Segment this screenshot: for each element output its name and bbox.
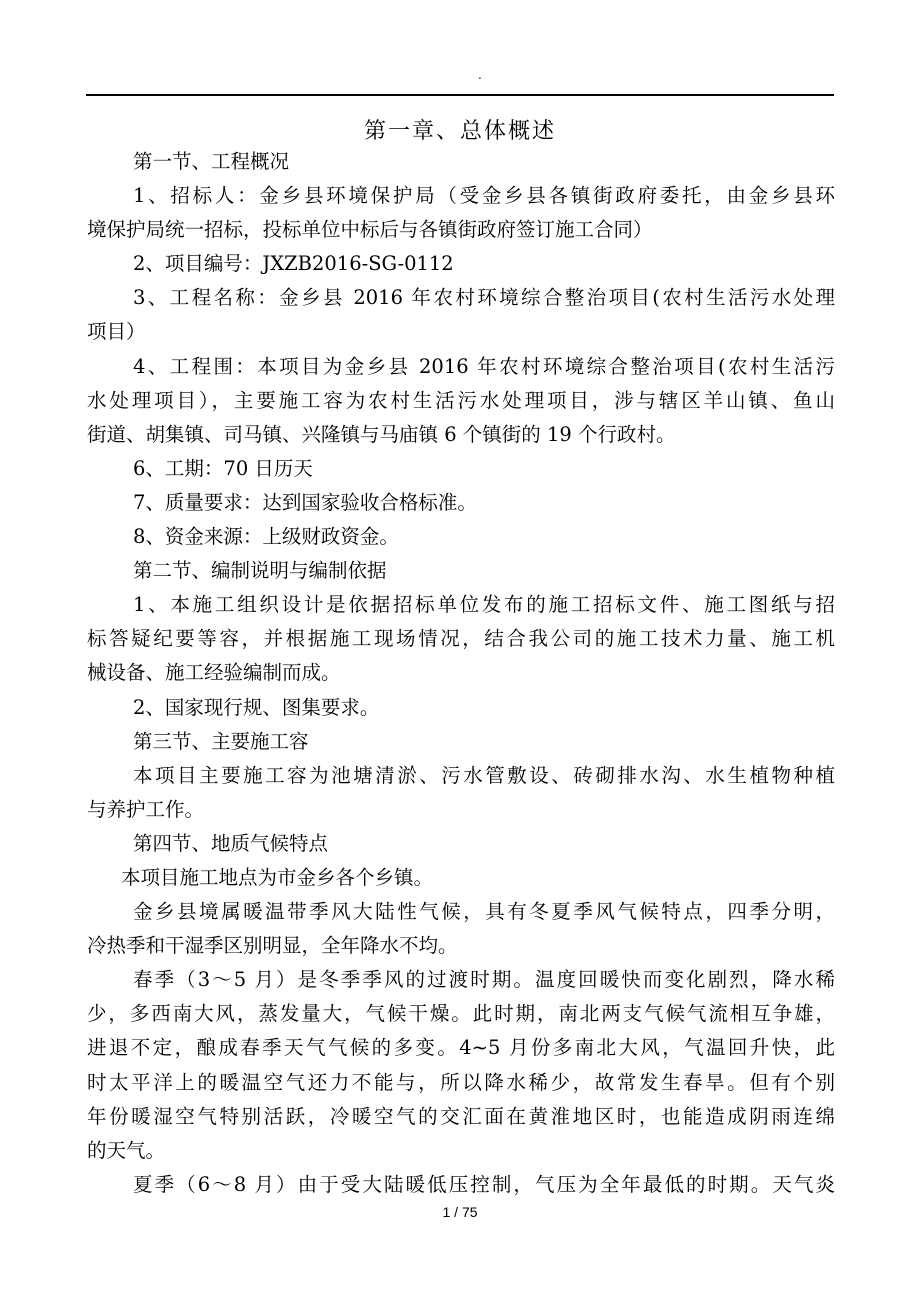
text-line: 械设备、施工经验编制而成。 [87, 661, 341, 685]
text-line: 街道、胡集镇、司马镇、兴隆镇与马庙镇 6 个镇街的 19 个行政村。 [87, 422, 676, 446]
text-line: 春季（3～5 月）是冬季季风的过渡时期。温度回暖快而变化剧烈，降水稀 [133, 968, 835, 992]
chapter-title: 第一章、总体概述 [363, 119, 556, 144]
text-line: 1、招标人：金乡县环境保护局（受金乡县各镇街政府委托，由金乡县环 [133, 184, 835, 208]
text-line: 第三节、主要施工容 [133, 729, 309, 753]
text-line: 本项目施工地点为市金乡各个乡镇。 [121, 865, 434, 889]
page-number: 1 / 75 [442, 1204, 478, 1220]
text-line: 的天气。 [87, 1138, 166, 1162]
text-line: 与养护工作。 [87, 797, 205, 821]
header-rule [86, 94, 834, 96]
text-line: 夏季（6～8 月）由于受大陆暖低压控制，气压为全年最低的时期。天气炎 [133, 1172, 835, 1196]
text-line: 3、工程名称：金乡县 2016 年农村环境综合整治项目(农村生活污水处理 [133, 286, 835, 310]
text-line: 6、工期：70 日历天 [133, 456, 313, 480]
text-line: 1、本施工组织设计是依据招标单位发布的施工招标文件、施工图纸与招 [133, 593, 835, 617]
text-line: 7、质量要求：达到国家验收合格标准。 [133, 490, 477, 514]
text-line: 时太平洋上的暖温空气还力不能与，所以降水稀少，故常发生春旱。但有个别 [87, 1070, 835, 1094]
text-line: 冷热季和干湿季区别明显，全年降水不均。 [87, 934, 458, 958]
text-line: 境保护局统一招标，投标单位中标后与各镇街政府签订施工合同） [87, 218, 653, 242]
text-line: 8、资金来源：上级财政资金。 [133, 525, 399, 549]
text-line: 第四节、地质气候特点 [133, 831, 329, 855]
text-line: 金乡县境属暖温带季风大陆性气候，具有冬夏季风气候特点，四季分明， [133, 900, 835, 924]
text-line: 进退不定，酿成春季天气气候的多变。4~5 月份多南北大风，气温回升快，此 [87, 1036, 835, 1060]
text-line: 标答疑纪要等容，并根据施工现场情况，结合我公司的施工技术力量、施工机 [87, 627, 835, 651]
text-line: 第一节、工程概况 [133, 150, 290, 173]
text-line: 项目） [87, 320, 146, 344]
document-body [87, 145, 835, 1202]
text-line: 4、工程围：本项目为金乡县 2016 年农村环境综合整治项目(农村生活污 [133, 354, 835, 378]
text-line: 2、项目编号：JXZB2016-SG-0112 [133, 252, 454, 276]
header-mark: . [478, 68, 482, 82]
text-line: 2、国家现行规、图集要求。 [133, 695, 380, 719]
text-line: 少，多西南大风，蒸发量大，气候干燥。此时期，南北两支气候气流相互争雄， [87, 1002, 835, 1026]
text-line: 年份暖湿空气特别活跃，冷暖空气的交汇面在黄淮地区时，也能造成阴雨连绵 [87, 1104, 835, 1128]
text-line: 第二节、编制说明与编制依据 [133, 559, 387, 583]
text-line: 本项目主要施工容为池塘清淤、污水管敷设、砖砌排水沟、水生植物种植 [133, 763, 835, 787]
text-line: 水处理项目），主要施工容为农村生活污水处理项目，涉与辖区羊山镇、鱼山 [87, 388, 835, 412]
